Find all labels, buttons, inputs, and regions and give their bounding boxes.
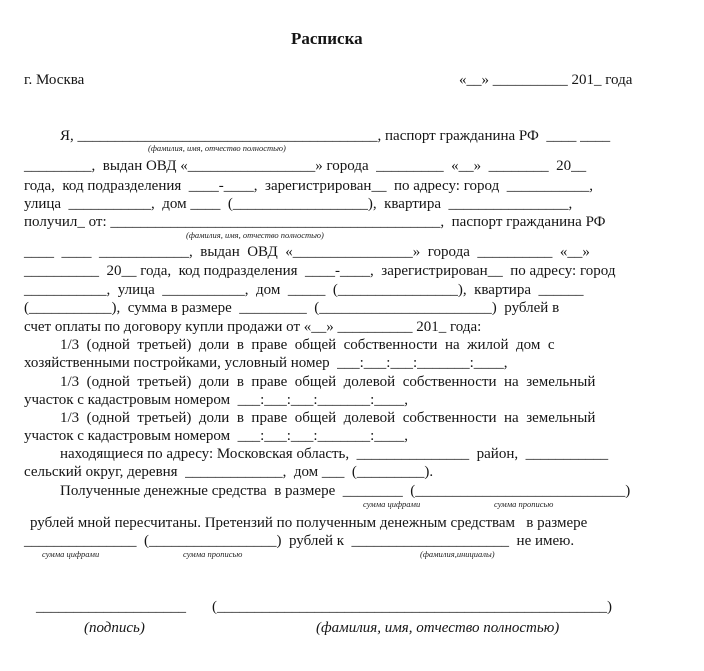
line-3: года, код подразделения ____-____, зарегистрирован__ по адресу: город ___________, — [24, 178, 593, 194]
signature-label: (подпись) — [84, 620, 145, 636]
fullname-line: (____________________________________________________) — [212, 599, 612, 615]
line-21: _______________ (_________________) рублей к _____________________ не имею. — [24, 533, 575, 549]
hint-sum-digits-1: сумма цифрами — [363, 499, 421, 509]
line-4: улица ___________, дом ____ (__________________), квартира ________________, — [24, 196, 573, 212]
line-17: находящиеся по адресу: Московская область, _______________ район, ___________ — [60, 446, 609, 462]
place: г. Москва — [24, 72, 85, 88]
hint-sum-words-1: сумма прописью — [494, 499, 554, 509]
line-7: __________ 20__ года, код подразделения ____-____, зарегистрирован__ по адресу: город — [24, 263, 616, 279]
line-1: Я, ________________________________________, паспорт гражданина РФ ____ ____ — [60, 128, 611, 144]
line-19: Полученные денежные средства в размере ________ (____________________________) — [60, 483, 631, 499]
line-2: _________, выдан ОВД «_________________» города _________ «__» ________ 20__ — [24, 158, 587, 174]
document-title: Расписка — [291, 29, 363, 48]
hint-initials: (фамилия,инициалы) — [420, 549, 495, 559]
line-11: 1/3 (одной третьей) доли в праве общей собственности на жилой дом с — [60, 337, 555, 353]
hint-sum-digits-2: сумма цифрами — [42, 549, 100, 559]
line-10: счет оплаты по договору купли продажи от «__» __________ 201_ года: — [24, 319, 482, 335]
line-18: сельский округ, деревня _____________, дом ___ (_________). — [24, 464, 434, 480]
line-5: получил_ от: ____________________________________________, паспорт гражданина РФ — [24, 214, 606, 230]
line-12: хозяйственными постройками, условный номер ___:___:___:_______:____, — [24, 355, 508, 371]
line-15: 1/3 (одной третьей) доли в праве общей долевой собственности на земельный — [60, 410, 596, 426]
signature-line: ____________________ — [36, 599, 186, 615]
hint-fio-2: (фамилия, имя, отчество полностью) — [186, 230, 324, 240]
hint-sum-words-2: сумма прописью — [183, 549, 243, 559]
line-8: ___________, улица ___________, дом _____ (________________), квартира ______ — [24, 282, 584, 298]
date: «__» __________ 201_ года — [459, 72, 633, 88]
line-16: участок с кадастровым номером ___:___:___:_______:____, — [24, 428, 408, 444]
fullname-label: (фамилия, имя, отчество полностью) — [316, 620, 560, 636]
line-13: 1/3 (одной третьей) доли в праве общей долевой собственности на земельный — [60, 374, 596, 390]
line-6: ____ ____ ____________, выдан ОВД «________________» города __________ «__» — [24, 244, 590, 260]
line-9: (___________), сумма в размере _________ (_______________________) рублей в — [24, 300, 560, 316]
hint-fio-1: (фамилия, имя, отчество полностью) — [148, 143, 286, 153]
line-14: участок с кадастровым номером ___:___:___:_______:____, — [24, 392, 408, 408]
line-20: рублей мной пересчитаны. Претензий по полученным денежным средствам в размере — [30, 515, 588, 531]
